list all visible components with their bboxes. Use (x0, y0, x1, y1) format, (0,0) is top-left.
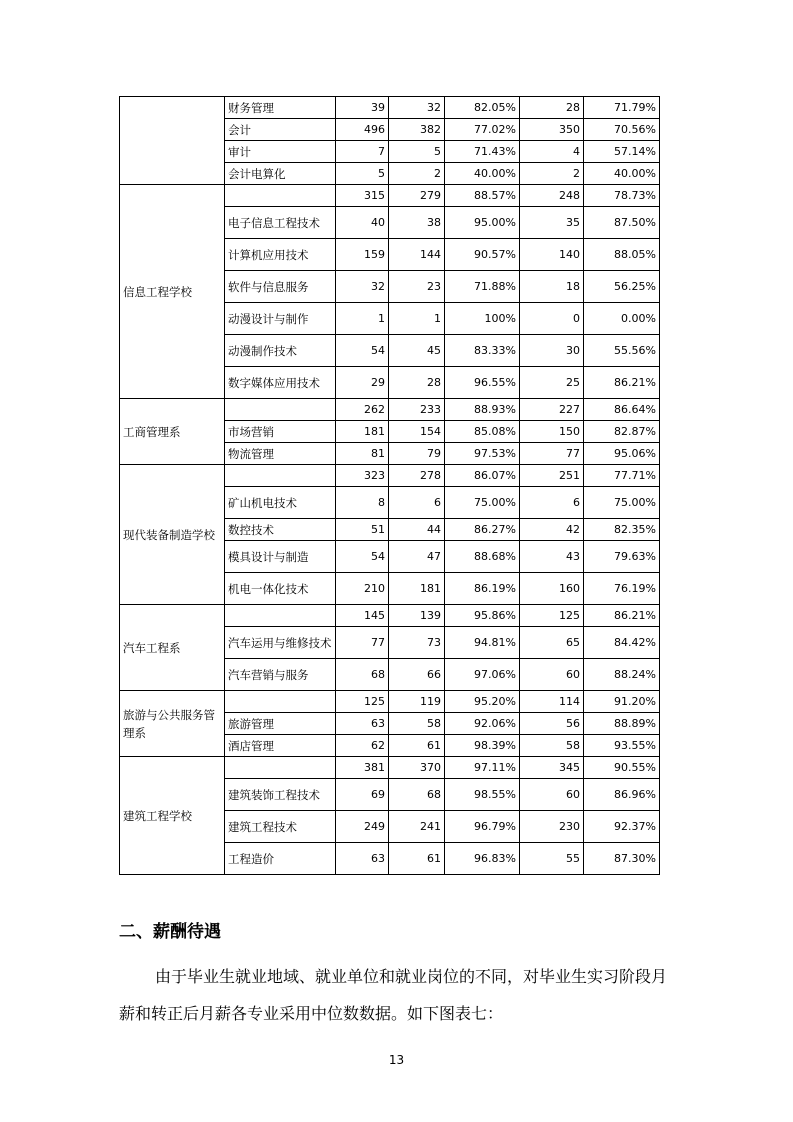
value-cell: 144 (389, 239, 445, 271)
value-cell: 249 (336, 811, 389, 843)
value-cell: 42 (520, 519, 584, 541)
value-cell: 4 (520, 141, 584, 163)
value-cell: 56 (520, 713, 584, 735)
value-cell: 92.37% (584, 811, 660, 843)
school-cell: 汽车工程系 (120, 605, 225, 691)
value-cell: 90.57% (445, 239, 520, 271)
value-cell: 77.71% (584, 465, 660, 487)
value-cell: 88.68% (445, 541, 520, 573)
table-row (120, 97, 660, 119)
major-cell (225, 465, 336, 487)
value-cell: 96.55% (445, 367, 520, 399)
value-cell: 77.02% (445, 119, 520, 141)
major-cell (225, 691, 336, 713)
major-cell: 模具设计与制造 (225, 541, 336, 573)
value-cell: 97.06% (445, 659, 520, 691)
value-cell: 2 (520, 163, 584, 185)
major-cell: 酒店管理 (225, 735, 336, 757)
value-cell: 18 (520, 271, 584, 303)
value-cell: 63 (336, 843, 389, 875)
value-cell: 60 (520, 779, 584, 811)
value-cell: 63 (336, 713, 389, 735)
section-title: 二、薪酬待遇 (119, 922, 221, 942)
value-cell: 8 (336, 487, 389, 519)
value-cell: 65 (520, 627, 584, 659)
value-cell: 68 (336, 659, 389, 691)
value-cell: 125 (520, 605, 584, 627)
value-cell: 381 (336, 757, 389, 779)
major-cell: 数控技术 (225, 519, 336, 541)
value-cell: 78.73% (584, 185, 660, 207)
major-cell: 数字媒体应用技术 (225, 367, 336, 399)
value-cell: 98.39% (445, 735, 520, 757)
school-cell: 工商管理系 (120, 399, 225, 465)
value-cell: 160 (520, 573, 584, 605)
major-cell: 旅游管理 (225, 713, 336, 735)
value-cell: 45 (389, 335, 445, 367)
value-cell: 40.00% (445, 163, 520, 185)
value-cell: 230 (520, 811, 584, 843)
value-cell: 181 (389, 573, 445, 605)
value-cell: 96.83% (445, 843, 520, 875)
value-cell: 98.55% (445, 779, 520, 811)
table-row (120, 185, 660, 207)
value-cell: 382 (389, 119, 445, 141)
value-cell: 79 (389, 443, 445, 465)
value-cell: 81 (336, 443, 389, 465)
value-cell: 6 (389, 487, 445, 519)
value-cell: 95.06% (584, 443, 660, 465)
major-cell: 计算机应用技术 (225, 239, 336, 271)
value-cell: 181 (336, 421, 389, 443)
table-row (120, 605, 660, 627)
value-cell: 2 (389, 163, 445, 185)
value-cell: 28 (520, 97, 584, 119)
value-cell: 145 (336, 605, 389, 627)
major-cell (225, 399, 336, 421)
value-cell: 150 (520, 421, 584, 443)
value-cell: 350 (520, 119, 584, 141)
value-cell: 44 (389, 519, 445, 541)
school-cell: 信息工程学校 (120, 185, 225, 399)
value-cell: 345 (520, 757, 584, 779)
value-cell: 55 (520, 843, 584, 875)
value-cell: 70.56% (584, 119, 660, 141)
value-cell: 32 (389, 97, 445, 119)
employment-table (119, 96, 660, 875)
value-cell: 32 (336, 271, 389, 303)
value-cell: 69 (336, 779, 389, 811)
school-cell: 旅游与公共服务管理系 (120, 691, 225, 757)
value-cell: 40 (336, 207, 389, 239)
value-cell: 5 (336, 163, 389, 185)
value-cell: 125 (336, 691, 389, 713)
value-cell: 54 (336, 335, 389, 367)
value-cell: 61 (389, 843, 445, 875)
page-number: 13 (388, 1053, 405, 1067)
value-cell: 0 (520, 303, 584, 335)
value-cell: 93.55% (584, 735, 660, 757)
major-cell: 财务管理 (225, 97, 336, 119)
body-paragraph: 由于毕业生就业地域、就业单位和就业岗位的不同，对毕业生实习阶段月薪和转正后月薪各专业采用中位数数据。如下图表七： (119, 967, 668, 1023)
value-cell: 140 (520, 239, 584, 271)
major-cell: 动漫设计与制作 (225, 303, 336, 335)
value-cell: 85.08% (445, 421, 520, 443)
school-cell (120, 97, 225, 185)
value-cell: 114 (520, 691, 584, 713)
value-cell: 82.87% (584, 421, 660, 443)
value-cell: 84.42% (584, 627, 660, 659)
value-cell: 79.63% (584, 541, 660, 573)
major-cell: 会计电算化 (225, 163, 336, 185)
value-cell: 82.35% (584, 519, 660, 541)
major-cell: 电子信息工程技术 (225, 207, 336, 239)
value-cell: 43 (520, 541, 584, 573)
value-cell: 60 (520, 659, 584, 691)
value-cell: 154 (389, 421, 445, 443)
value-cell: 83.33% (445, 335, 520, 367)
value-cell: 23 (389, 271, 445, 303)
value-cell: 97.53% (445, 443, 520, 465)
value-cell: 40.00% (584, 163, 660, 185)
value-cell: 92.06% (445, 713, 520, 735)
value-cell: 25 (520, 367, 584, 399)
value-cell: 88.05% (584, 239, 660, 271)
value-cell: 38 (389, 207, 445, 239)
value-cell: 71.88% (445, 271, 520, 303)
major-cell: 动漫制作技术 (225, 335, 336, 367)
value-cell: 51 (336, 519, 389, 541)
value-cell: 370 (389, 757, 445, 779)
table-row (120, 399, 660, 421)
value-cell: 86.27% (445, 519, 520, 541)
value-cell: 28 (389, 367, 445, 399)
value-cell: 77 (520, 443, 584, 465)
major-cell: 市场营销 (225, 421, 336, 443)
value-cell: 251 (520, 465, 584, 487)
major-cell: 审计 (225, 141, 336, 163)
value-cell: 5 (389, 141, 445, 163)
value-cell: 47 (389, 541, 445, 573)
value-cell: 77 (336, 627, 389, 659)
value-cell: 87.50% (584, 207, 660, 239)
major-cell: 会计 (225, 119, 336, 141)
value-cell: 0.00% (584, 303, 660, 335)
value-cell: 210 (336, 573, 389, 605)
value-cell: 95.00% (445, 207, 520, 239)
value-cell: 29 (336, 367, 389, 399)
table-body (120, 97, 660, 875)
major-cell (225, 757, 336, 779)
value-cell: 262 (336, 399, 389, 421)
major-cell: 汽车运用与维修技术 (225, 627, 336, 659)
value-cell: 248 (520, 185, 584, 207)
value-cell: 35 (520, 207, 584, 239)
school-cell: 建筑工程学校 (120, 757, 225, 875)
value-cell: 86.96% (584, 779, 660, 811)
value-cell: 87.30% (584, 843, 660, 875)
value-cell: 62 (336, 735, 389, 757)
value-cell: 76.19% (584, 573, 660, 605)
table-row (120, 691, 660, 713)
value-cell: 68 (389, 779, 445, 811)
major-cell: 汽车营销与服务 (225, 659, 336, 691)
value-cell: 95.86% (445, 605, 520, 627)
value-cell: 66 (389, 659, 445, 691)
value-cell: 88.57% (445, 185, 520, 207)
major-cell: 建筑工程技术 (225, 811, 336, 843)
value-cell: 6 (520, 487, 584, 519)
major-cell: 工程造价 (225, 843, 336, 875)
value-cell: 233 (389, 399, 445, 421)
major-cell: 机电一体化技术 (225, 573, 336, 605)
value-cell: 75.00% (445, 487, 520, 519)
value-cell: 71.43% (445, 141, 520, 163)
value-cell: 278 (389, 465, 445, 487)
value-cell: 100% (445, 303, 520, 335)
value-cell: 97.11% (445, 757, 520, 779)
value-cell: 139 (389, 605, 445, 627)
major-cell: 物流管理 (225, 443, 336, 465)
value-cell: 159 (336, 239, 389, 271)
value-cell: 241 (389, 811, 445, 843)
value-cell: 58 (389, 713, 445, 735)
value-cell: 96.79% (445, 811, 520, 843)
value-cell: 7 (336, 141, 389, 163)
major-cell: 矿山机电技术 (225, 487, 336, 519)
value-cell: 88.93% (445, 399, 520, 421)
value-cell: 82.05% (445, 97, 520, 119)
major-cell (225, 605, 336, 627)
value-cell: 54 (336, 541, 389, 573)
value-cell: 56.25% (584, 271, 660, 303)
value-cell: 88.89% (584, 713, 660, 735)
value-cell: 86.64% (584, 399, 660, 421)
value-cell: 71.79% (584, 97, 660, 119)
value-cell: 61 (389, 735, 445, 757)
value-cell: 88.24% (584, 659, 660, 691)
major-cell: 建筑装饰工程技术 (225, 779, 336, 811)
value-cell: 86.07% (445, 465, 520, 487)
value-cell: 86.21% (584, 605, 660, 627)
value-cell: 91.20% (584, 691, 660, 713)
value-cell: 58 (520, 735, 584, 757)
value-cell: 30 (520, 335, 584, 367)
value-cell: 39 (336, 97, 389, 119)
value-cell: 73 (389, 627, 445, 659)
table-row (120, 757, 660, 779)
value-cell: 119 (389, 691, 445, 713)
value-cell: 1 (389, 303, 445, 335)
value-cell: 95.20% (445, 691, 520, 713)
school-cell: 现代装备制造学校 (120, 465, 225, 605)
value-cell: 227 (520, 399, 584, 421)
value-cell: 86.21% (584, 367, 660, 399)
value-cell: 315 (336, 185, 389, 207)
value-cell: 1 (336, 303, 389, 335)
value-cell: 57.14% (584, 141, 660, 163)
table-row (120, 465, 660, 487)
value-cell: 86.19% (445, 573, 520, 605)
value-cell: 94.81% (445, 627, 520, 659)
value-cell: 90.55% (584, 757, 660, 779)
value-cell: 55.56% (584, 335, 660, 367)
major-cell: 软件与信息服务 (225, 271, 336, 303)
value-cell: 75.00% (584, 487, 660, 519)
value-cell: 496 (336, 119, 389, 141)
value-cell: 323 (336, 465, 389, 487)
major-cell (225, 185, 336, 207)
value-cell: 279 (389, 185, 445, 207)
